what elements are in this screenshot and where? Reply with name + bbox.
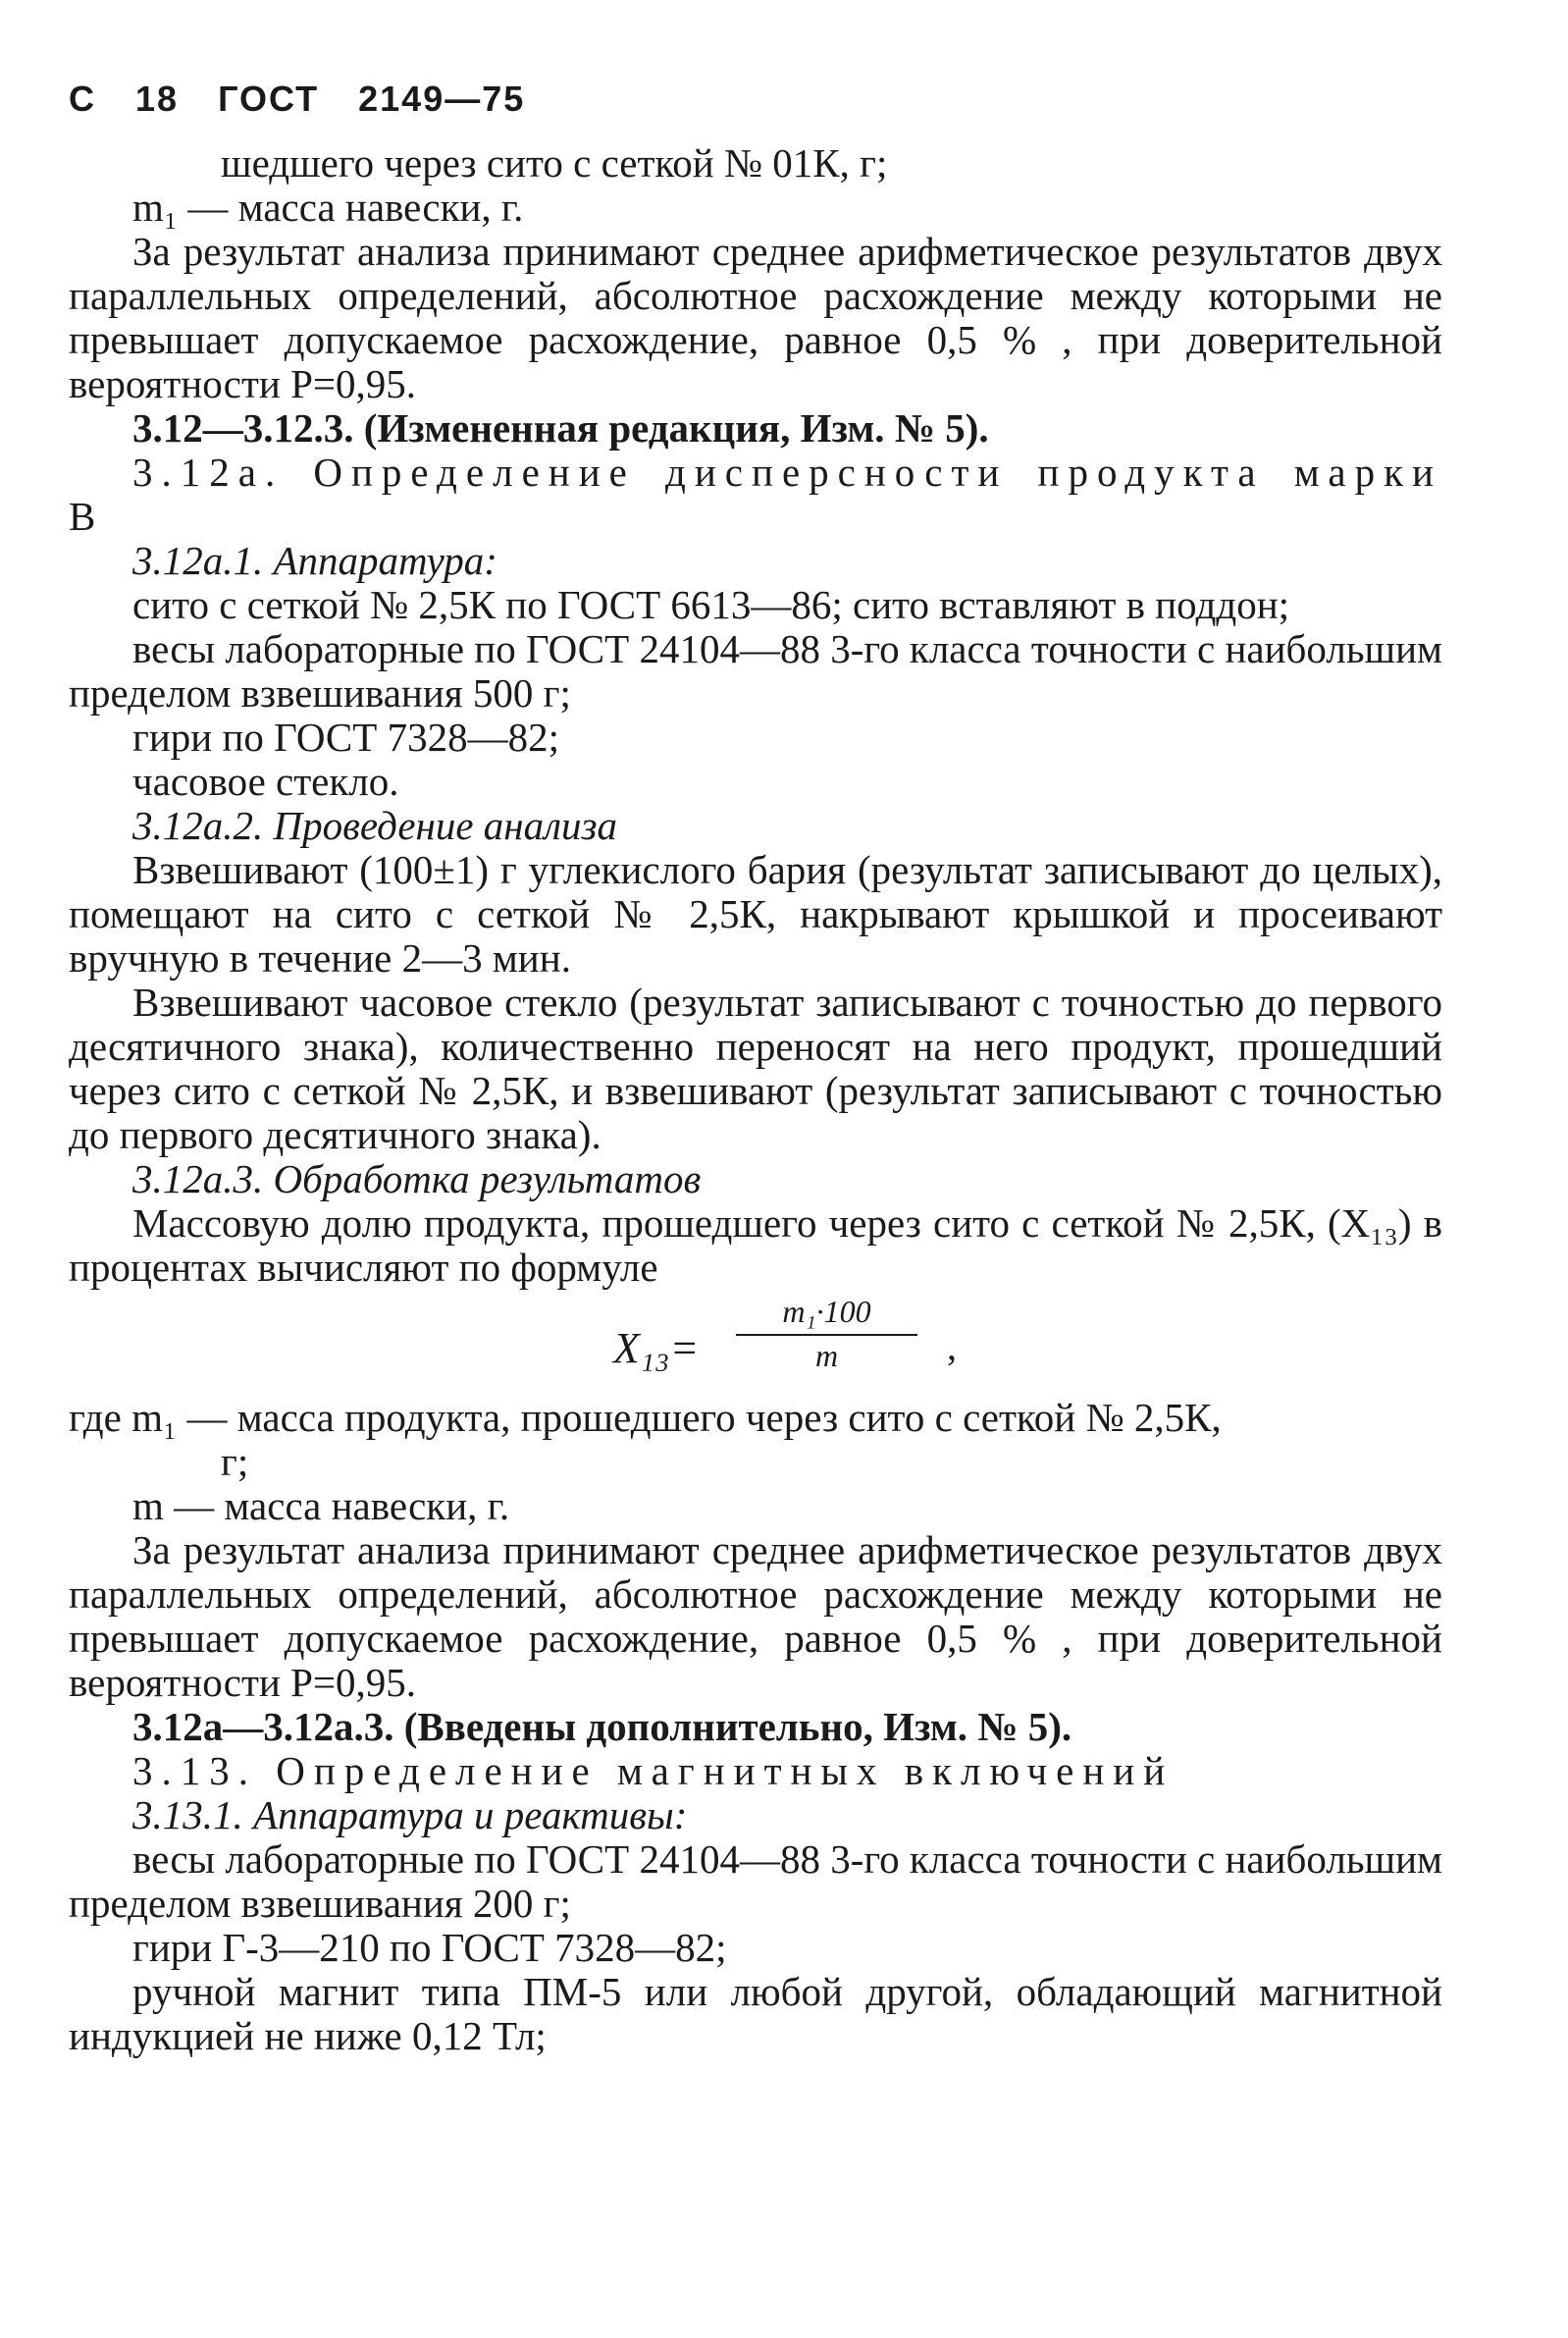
subsection-heading: 3.12а.1. Аппаратура: <box>132 538 497 583</box>
formula-lhs: X₁₃= <box>613 1324 700 1372</box>
list-item: часовое стекло. <box>132 759 399 804</box>
list-item: гири Г-3—210 по ГОСТ 7328—82; <box>132 1925 727 1970</box>
header-mark: С <box>69 79 96 119</box>
amendment-note: 3.12а—3.12а.3. (Введены дополнительно, Изм. № 5). <box>132 1704 1072 1749</box>
paragraph: Взвешивают часовое стекло (результат записывают с точностью до первого десятичного знака), количественно переносят на него продукт, прошедший через сито с сеткой № 2,5К, и взвешивают (результат записывают с точностью до первого десятичного знака). <box>69 980 1442 1157</box>
list-item: весы лабораторные по ГОСТ 24104—88 3-го класса точности с наибольшим пределом взвешивания 200 г; <box>69 1836 1442 1926</box>
header-page-number: 18 <box>135 79 180 119</box>
formula-comma: , <box>947 1324 957 1368</box>
list-item: сито с сеткой № 2,5К по ГОСТ 6613—86; сито вставляют в поддон; <box>132 582 1290 627</box>
list-item: весы лабораторные по ГОСТ 24104—88 3-го класса точности с наибольшим пределом взвешивания 500 г; <box>69 626 1442 716</box>
header-standard-number: 2149—75 <box>358 79 526 119</box>
formula <box>69 1294 1442 1392</box>
list-item: гири по ГОСТ 7328—82; <box>132 715 559 760</box>
page-header <box>69 79 1442 120</box>
variable-definition: m — масса навески, г. <box>132 1483 510 1528</box>
section-heading: 3.13. Определение магнитных включений <box>132 1748 1175 1793</box>
section-heading: 3.12а. Определение дисперсности продукта марки В <box>69 450 1442 539</box>
variable-definition: m₁ — масса навески, г. <box>132 185 524 230</box>
subsection-heading: 3.13.1. Аппаратура и реактивы: <box>132 1792 688 1837</box>
formula-numerator: m₁·100 <box>736 1294 917 1336</box>
header-standard: ГОСТ <box>218 79 320 119</box>
text-line: шедшего через сито с сеткой № 01К, г; <box>221 140 888 186</box>
paragraph: За результат анализа принимают среднее арифметическое результатов двух параллельных определений, абсолютное расхождение между которыми не превышает допускаемое расхождение, равное 0,5 % , при доверительной вероятности Р=0,95. <box>69 229 1442 406</box>
amendment-note: 3.12—3.12.3. (Измененная редакция, Изм. № 5). <box>132 405 989 451</box>
paragraph: За результат анализа принимают среднее арифметическое результатов двух параллельных определений, абсолютное расхождение между которыми не превышает допускаемое расхождение, равное 0,5 % , при доверительной вероятности Р=0,95. <box>69 1527 1442 1705</box>
text-line: г; <box>221 1439 249 1484</box>
variable-definition: где m₁ — масса продукта, прошедшего через сито с сеткой № 2,5К, <box>69 1395 1222 1440</box>
formula-fraction <box>736 1294 917 1374</box>
list-item: ручной магнит типа ПМ-5 или любой другой, обладающий магнитной индукцией не ниже 0,12 Тл; <box>69 1969 1442 2058</box>
formula-denominator: m <box>814 1338 839 1373</box>
paragraph: Массовую долю продукта, прошедшего через сито с сеткой № 2,5К, (X₁₃) в процентах вычисляют по формуле <box>69 1200 1442 1290</box>
document-page <box>69 79 1442 2058</box>
paragraph: Взвешивают (100±1) г углекислого бария (результат записывают до целых), помещают на сито с сеткой № 2,5К, накрывают крышкой и просеивают вручную в течение 2—3 мин. <box>69 847 1442 981</box>
subsection-heading: 3.12а.3. Обработка результатов <box>132 1156 702 1201</box>
subsection-heading: 3.12а.2. Проведение анализа <box>132 803 618 848</box>
